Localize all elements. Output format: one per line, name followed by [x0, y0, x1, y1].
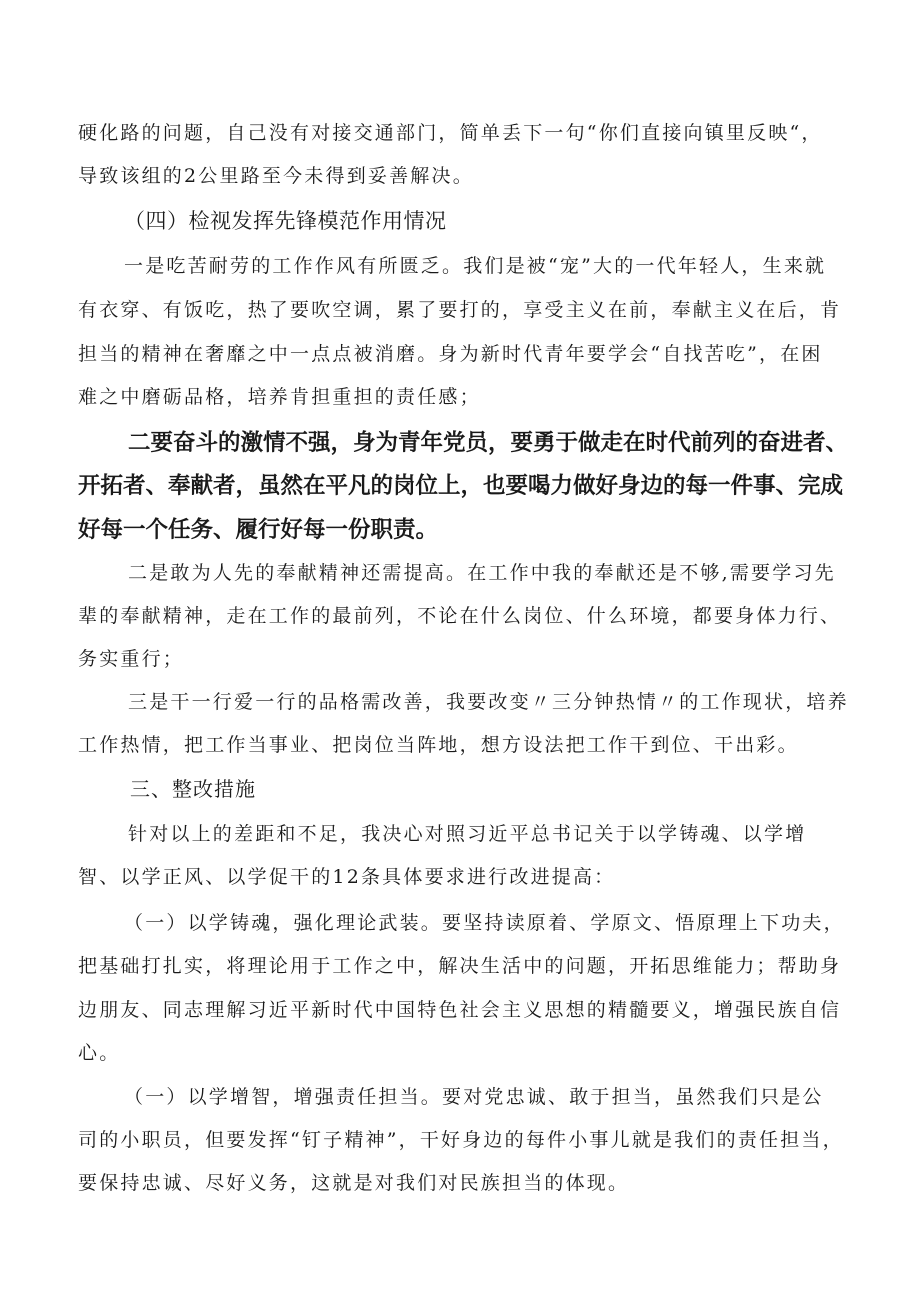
paragraph-line: 把基础打扎实，将理论用于工作之中，解决生活中的问题，开拓思维能力；帮助身	[78, 955, 842, 977]
paragraph-line: （一）以学铸魂，强化理论武装。要坚持读原着、学原文、悟原理上下功夫，	[124, 912, 845, 934]
paragraph-line: 心。	[78, 1042, 121, 1064]
paragraph-line: 务实重行；	[78, 648, 185, 670]
section-heading-4: （四）检视发挥先锋模范作用情况	[124, 209, 447, 233]
paragraph-line: 三是干一行爱一行的品格需改善，我要改变〃三分钟热情〃的工作现状，培养	[128, 691, 849, 713]
paragraph-line: 难之中磨砺品格，培养肯担重担的责任感；	[78, 386, 481, 408]
paragraph-line: 导致该组的2公里路至今未得到妥善解决。	[78, 165, 474, 187]
paragraph-line: 针对以上的差距和不足，我决心对照习近平总书记关于以学铸魂、以学增	[128, 823, 807, 845]
bold-paragraph-line: 开拓者、奉献者，虽然在平凡的岗位上，也要喝力做好身边的每一件事、完成	[78, 473, 844, 499]
paragraph-line: 司的小职员，但要发挥“钉子精神”，干好身边的每件小事儿就是我们的责任担当，	[78, 1129, 844, 1151]
paragraph-line: 担当的精神在奢靡之中一点点被消磨。身为新时代青年要学会“自找苦吃”，在困	[78, 343, 823, 365]
paragraph-line: 辈的奉献精神，走在工作的最前列，不论在什么岗位、什么环境，都要身体力行、	[78, 605, 842, 627]
paragraph-line: 工作热情，把工作当事业、把岗位当阵地，想方设法把工作干到位、干出彩。	[78, 734, 799, 756]
paragraph-line: 一是吃苦耐劳的工作作风有所匮乏。我们是被“宠”大的一代年轻人，生来就	[124, 255, 827, 277]
paragraph-line: 边朋友、同志理解习近平新时代中国特色社会主义思想的精髓要义，增强民族自信	[78, 999, 842, 1021]
paragraph-line: 智、以学正风、以学促干的12条具体要求进行改进提高：	[78, 866, 616, 888]
section-title-3: 三、整改措施	[130, 777, 256, 801]
paragraph-line: 硬化路的问题，自己没有对接交通部门，简单丢下一句“你们直接向镇里反映“，	[78, 122, 823, 144]
paragraph-line: 要保持忠诚、尽好义务，这就是对我们对民族担当的体现。	[78, 1172, 630, 1194]
paragraph-line: （一）以学增智，增强责任担当。要对党忠诚、敢于担当，虽然我们只是公	[124, 1086, 824, 1108]
bold-paragraph-line: 二要奋斗的激情不强，身为青年党员，要勇于做走在时代前列的奋进者、	[128, 430, 849, 456]
paragraph-line: 二是敢为人先的奉献精神还需提高。在工作中我的奉献还是不够,需要学习先	[128, 562, 836, 584]
bold-paragraph-line: 好每一个任务、履行好每一份职责。	[78, 517, 439, 543]
paragraph-line: 有衣穿、有饭吃，热了要吹空调，累了要打的，享受主义在前，奉献主义在后，肯	[78, 299, 842, 321]
